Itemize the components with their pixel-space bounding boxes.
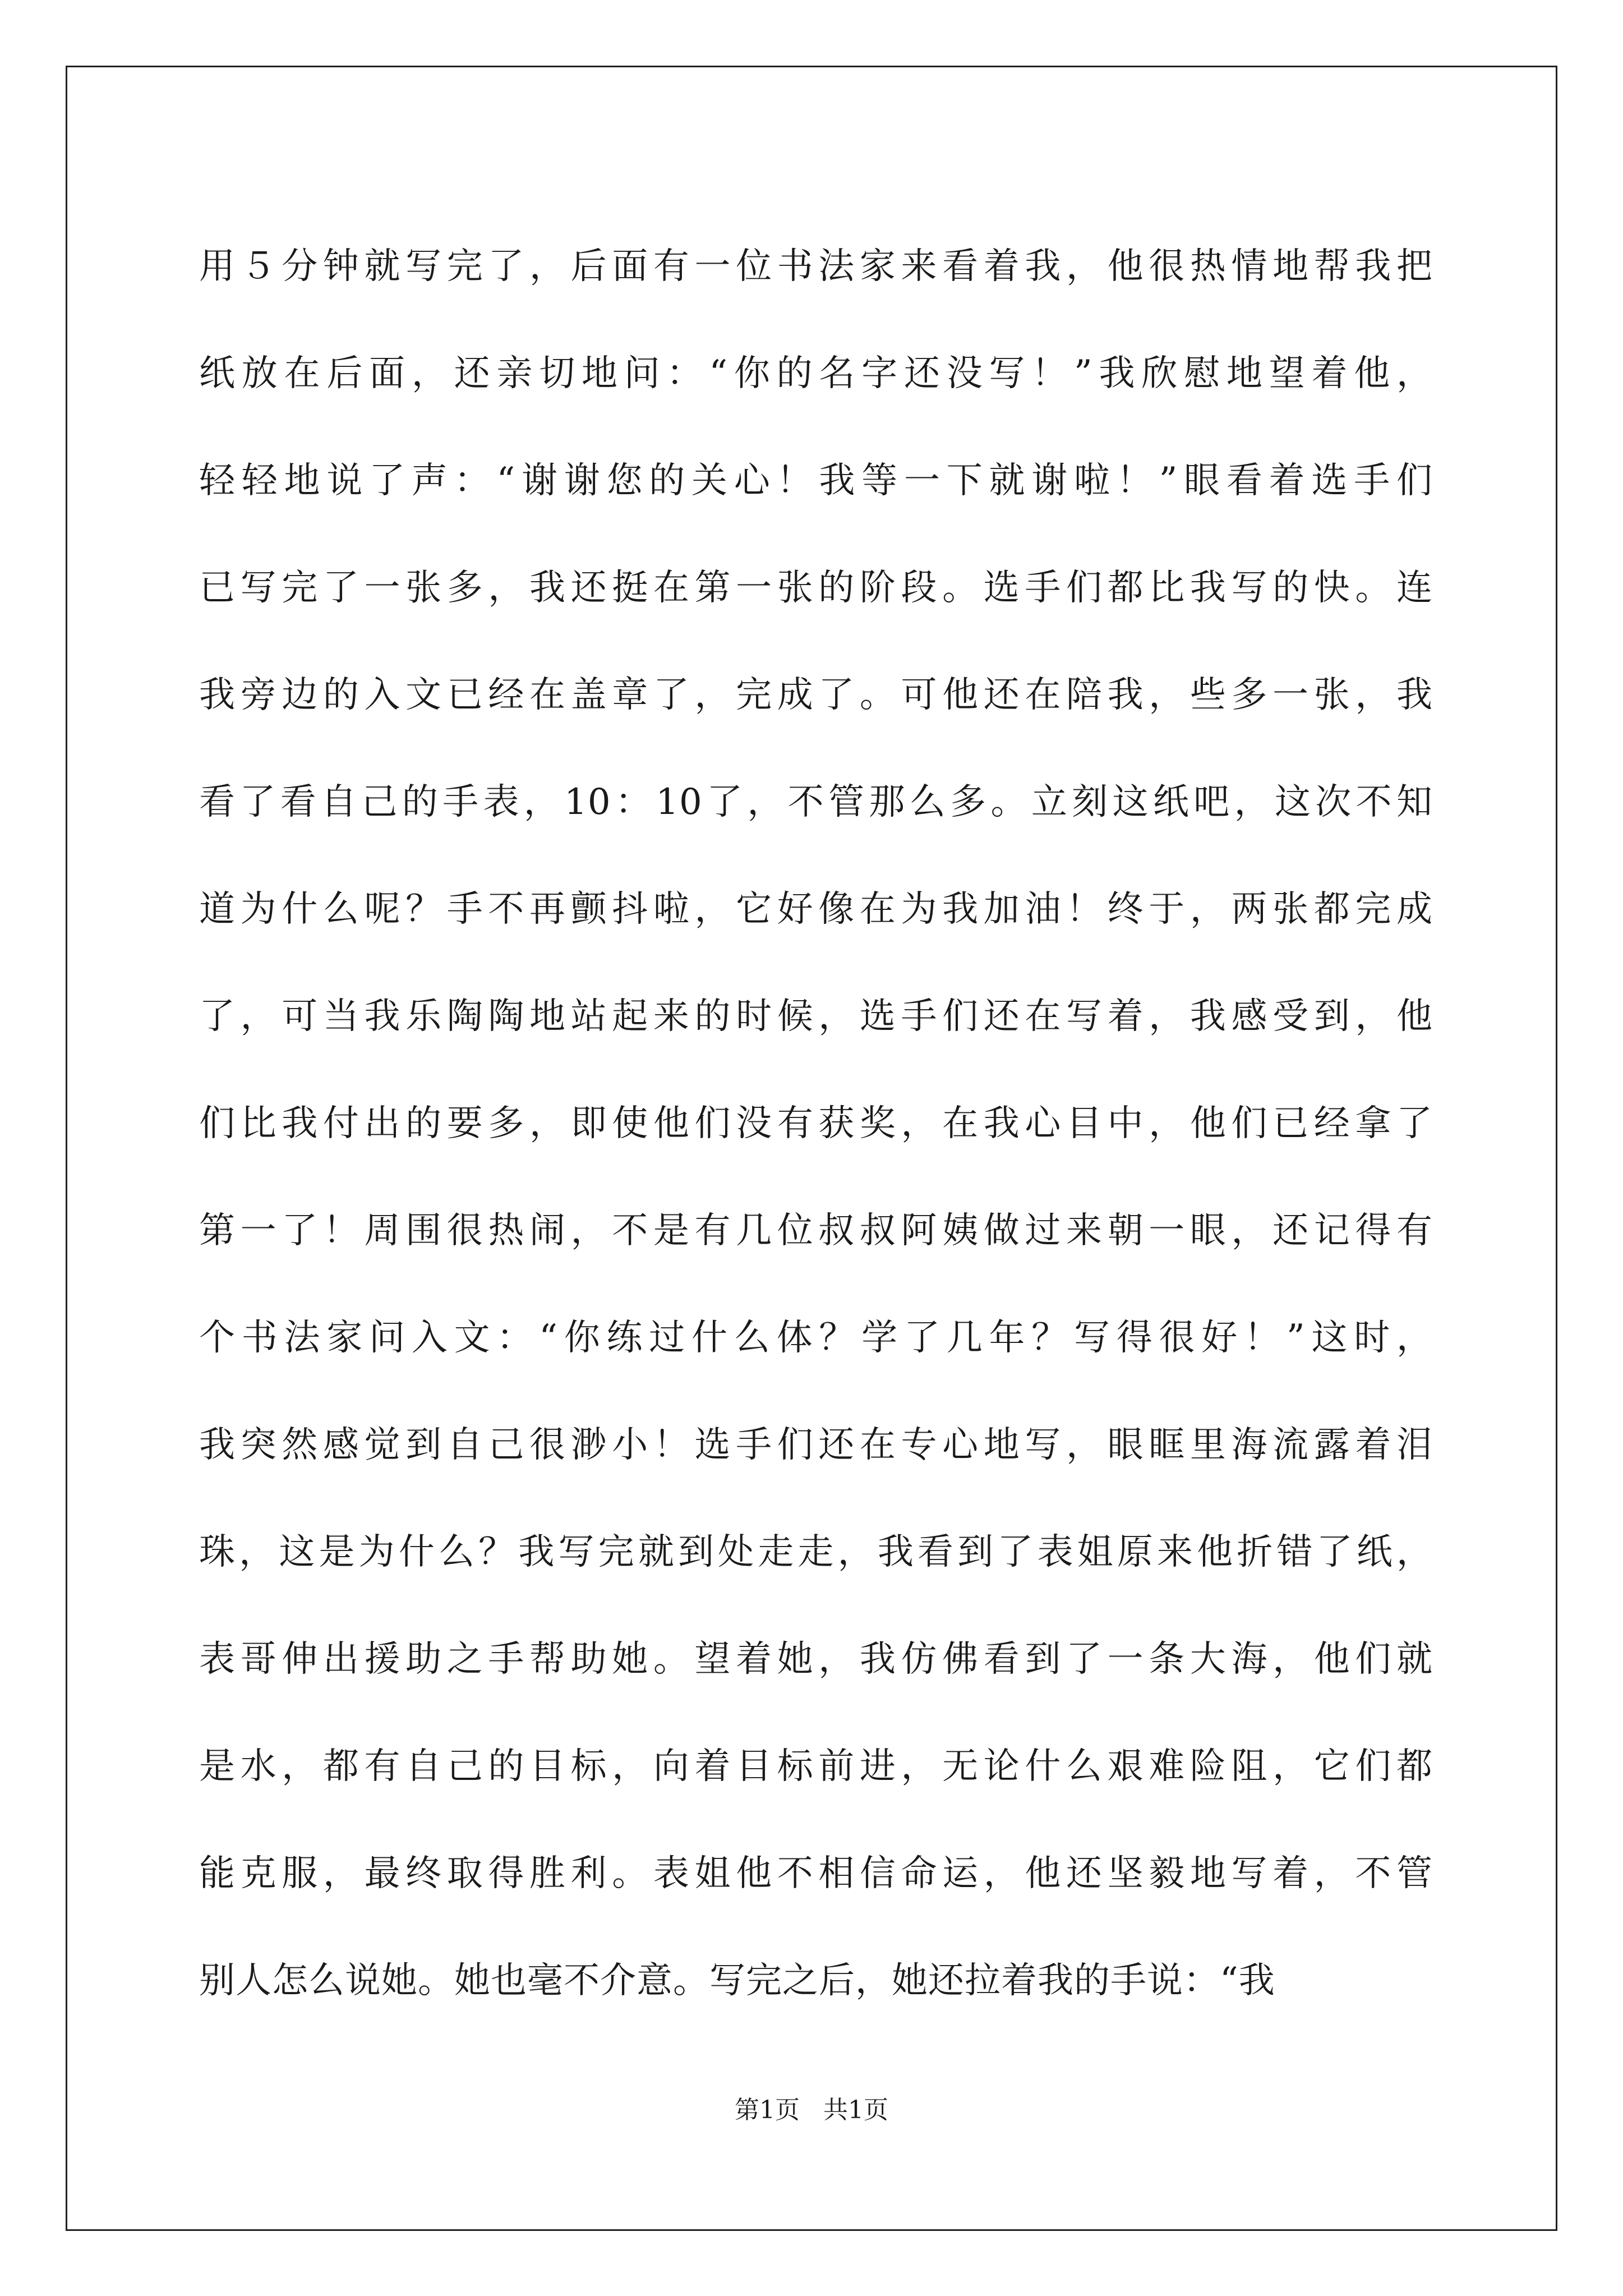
text-line: 已写完了一张多，我还挺在第一张的阶段。选手们都比我写的快。连 — [199, 567, 1433, 609]
text-line: 我突然感觉到自己很渺小！选手们还在专心地写，眼眶里海流露着泪 — [199, 1424, 1433, 1466]
text-line: 别人怎么说她。她也毫不介意。写完之后，她还拉着我的手说：“我 — [199, 1960, 1275, 2001]
text-line: 珠，这是为什么？我写完就到处走走，我看到了表姐原来他折错了纸， — [199, 1531, 1433, 1573]
text-line: 能克服，最终取得胜利。表姐他不相信命运，他还坚毅地写着，不管 — [199, 1853, 1433, 1894]
document-body — [199, 213, 1433, 2035]
text-line: 用５分钟就写完了，后面有一位书法家来看着我，他很热情地帮我把 — [199, 246, 1433, 287]
text-line: 道为什么呢？手不再颤抖啦，它好像在为我加油！终于，两张都完成 — [199, 889, 1433, 930]
text-line: 表哥伸出援助之手帮助她。望着她，我仿佛看到了一条大海，他们就 — [199, 1639, 1433, 1680]
text-line: 是水，都有自己的目标，向着目标前进，无论什么艰难险阻，它们都 — [199, 1746, 1433, 1787]
text-line: 们比我付出的要多，即使他们没有获奖，在我心目中，他们已经拿了 — [199, 1103, 1433, 1144]
text-line: 了，可当我乐陶陶地站起来的时候，选手们还在写着，我感受到，他 — [199, 996, 1433, 1037]
text-line: 第一了！周围很热闹，不是有几位叔叔阿姨做过来朝一眼，还记得有 — [199, 1210, 1433, 1251]
text-line: 纸放在后面，还亲切地问：“你的名字还没写！”我欣慰地望着他， — [199, 353, 1433, 394]
text-line: 我旁边的入文已经在盖章了，完成了。可他还在陪我，些多一张，我 — [199, 674, 1433, 716]
text-line: 个书法家问入文：“你练过什么体？学了几年？写得很好！”这时， — [199, 1317, 1433, 1359]
text-line: 看了看自己的手表，10：10了，不管那么多。立刻这纸吧，这次不知 — [199, 781, 1433, 823]
page-number-footer: 第1页 共1页 — [735, 2096, 888, 2124]
text-line: 轻轻地说了声：“谢谢您的关心！我等一下就谢啦！”眼看着选手们 — [199, 460, 1433, 501]
